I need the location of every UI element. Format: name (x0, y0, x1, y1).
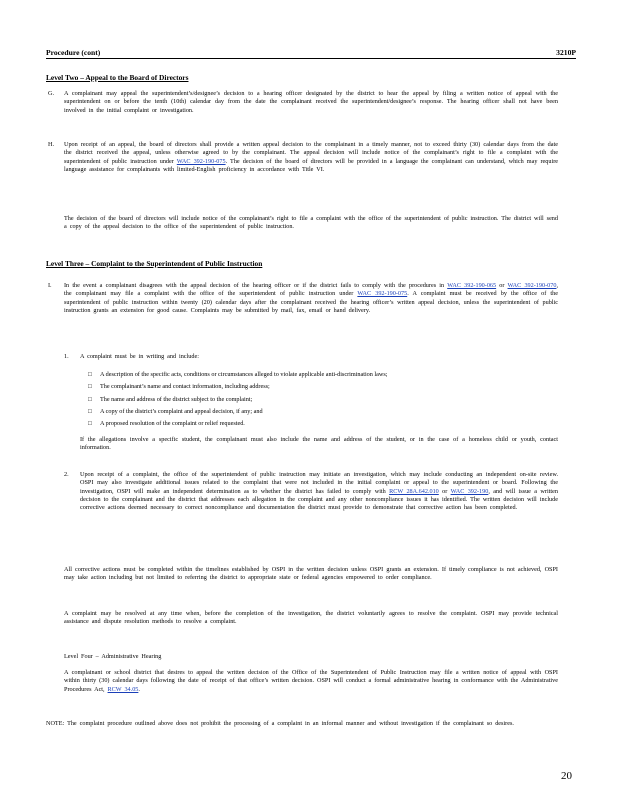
rcw-34-05-link[interactable]: RCW 34.05 (107, 685, 139, 693)
level-four-text-b: . (138, 685, 140, 693)
wac-392-190-075-link[interactable]: WAC 392-190-075 (176, 157, 226, 165)
list-item: □ A copy of the district’s complaint and appeal decision, if any; and (88, 407, 263, 415)
level-four-text-a: A complainant or school district that desires to appeal the written decision of the Office of the Superintendent of Public Instruction may file a written notice of appeal with OSPI within thirty (30) calendar days following the date of receipt of that office’s written decision. OSPI will conduct a formal administrative hearing in conformance with the Administrative Procedures Act, (64, 669, 558, 693)
paragraph-i-text-c: , the complainant may file a complaint with the office of the superintendent of public instruction under (64, 282, 558, 298)
page-header (46, 48, 576, 59)
note-text: The complaint procedure outlined above does not prohibit the processing of a complaint in an informal manner and without investigation if the complainant so desires. (67, 720, 514, 727)
level-three-heading: Level Three – Complaint to the Superintendent of Public Instruction (46, 259, 263, 268)
item-2-text-c: , and will issue a written decision to the complainant and the district that addresses each allegation in the complaint and any other noncompliance issues it has identified. The written decision will include corrective actions deemed necessary to correct noncompliance and documentation the district must provide to demonstrate that corrective action has been completed. (80, 487, 558, 512)
list-item: □ A proposed resolution of the complaint or relief requested. (88, 420, 245, 428)
paragraph-g-text: A complainant may appeal the superintendent’s/designee’s decision to a hearing officer designated by the district to hear the appeal by filing a written notice of appeal with the superintendent on or before the tenth (10th) calendar day from the date the complainant received the superintendent/designee’s response. The hearing officer shall not have been involved in the initial complaint or investigation. (64, 90, 558, 114)
item-1 (64, 353, 558, 361)
note-label: NOTE: (46, 720, 65, 727)
level-four-heading: Level Four – Administrative Hearing (64, 653, 162, 660)
wac-392-190-070-link[interactable]: WAC 392-190-070 (507, 282, 557, 289)
paragraph-i (48, 282, 558, 315)
bullet-square-icon: □ (88, 407, 92, 415)
paragraph-h-decision: The decision of the board of directors will include notice of the complainant’s right to file a complaint with the office of the superintendent of public instruction. The district will send a copy of the appeal decision to the office of the superintendent of public instruction. (64, 215, 558, 231)
paragraph-h-text-a: Upon receipt of an appeal, the board of directors shall provide a written appeal decision to the complainant in a timely manner, not to exceed thirty (30) calendar days from the date the district received the appeal, unless otherwise agreed to by the complainant. The appeal decision will include notice of the complainant’s right to file a complaint with the superintendent of public instruction under (64, 141, 558, 165)
corrective-actions-paragraph: All corrective actions must be completed within the timelines established by OSPI in the written decision unless OSPI grants an extension. If timely compliance is not achieved, OSPI may take action including but not limited to referring the district to appropriate state or federal agencies empowered to order compliance. (64, 566, 558, 582)
bullet-square-icon: □ (88, 371, 92, 378)
item-2 (64, 471, 558, 512)
wac-392-190-link[interactable]: WAC 392-190 (450, 487, 489, 495)
header-policy-number: 3210P (556, 48, 576, 57)
bullet-square-icon: □ (88, 395, 92, 403)
item-1-text: A complaint must be in writing and include: (80, 353, 199, 360)
level-four-paragraph (64, 669, 558, 694)
list-item: □ The complainant’s name and contact information, including address; (88, 383, 270, 391)
bullet-square-icon: □ (88, 420, 92, 428)
list-item: □ The name and address of the district subject to the complaint; (88, 395, 253, 403)
level-two-heading: Level Two – Appeal to the Board of Directors (46, 73, 189, 82)
paragraph-h-label: H. (48, 141, 55, 148)
item-1-student-note: If the allegations involve a specific student, the complainant must also include the name and address of the student, or in the case of a homeless child or youth, contact information. (80, 436, 558, 452)
list-item: □ A description of the specific acts, conditions or circumstances alleged to violate applicable anti-discrimination laws; (88, 371, 388, 378)
rcw-28a-642-010-link[interactable]: RCW 28A.642.010 (389, 487, 439, 495)
paragraph-g-label: G. (48, 90, 55, 97)
paragraph-i-text-a: In the event a complainant disagrees with the appeal decision of the hearing officer or if the district fails to comply with the procedures in (64, 282, 445, 289)
paragraph-g (48, 90, 558, 115)
header-procedure-label: Procedure (cont) (46, 48, 101, 57)
paragraph-i-text-d: . A complaint must be received by the office of the superintendent of public instruction within twenty (20) calendar days after the complainant received the hearing officer’s written appeal decision, unless the superintendent of public instruction grants an extension for good cause. Complaints may be submitted by mail, fax, email or hand delivery. (64, 290, 558, 314)
bullet-square-icon: □ (88, 383, 92, 391)
note-paragraph (46, 720, 558, 728)
paragraph-h-text-b: . The decision of the board of directors will be provided in a language the complainant can understand, which may require language assistance for complainants with limited-English proficiency in accordance with Title VI. (64, 157, 559, 173)
paragraph-i-text-b: or (499, 282, 505, 289)
wac-392-190-075-link-2[interactable]: WAC 392-190-075 (357, 290, 408, 298)
item-1-label: 1. (64, 353, 69, 360)
page-number: 20 (561, 770, 572, 782)
item-2-text-b: or (442, 487, 448, 495)
voluntary-resolution-paragraph: A complaint may be resolved at any time when, before the completion of the investigation, the district voluntarily agrees to resolve the complaint. OSPI may provide technical assistance and dispute resolution methods to resolve a complaint. (64, 610, 558, 626)
item-2-label: 2. (64, 471, 69, 478)
paragraph-h (48, 141, 559, 174)
paragraph-i-label: I. (48, 282, 52, 289)
item-2-text-a: Upon receipt of a complaint, the office of the superintendent of public instruction may initiate an investigation, which may include conducting an independent on-site review. OSPI may also investigate additional issues related to the complaint that were not included in the initial complaint or appeal to the superintendent or board. Following the investigation, OSPI will make an independent determination as to whether the district has failed to comply with (80, 471, 558, 495)
wac-392-190-065-link[interactable]: WAC 392-190-065 (447, 282, 497, 289)
complaint-requirements-list (88, 371, 558, 428)
